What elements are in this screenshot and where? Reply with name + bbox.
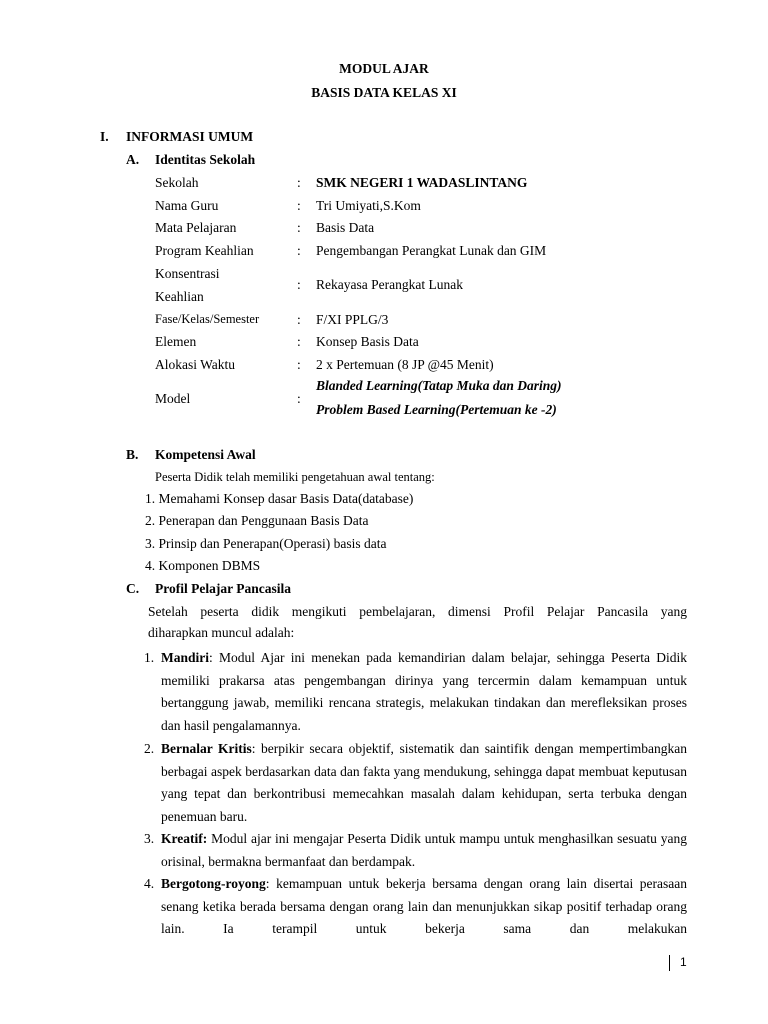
identity-colon: : <box>297 334 301 349</box>
profile-item-title: Bernalar Kritis <box>161 741 252 756</box>
identity-label: Nama Guru <box>155 198 219 213</box>
identity-value-phase: F/XI PPLG/3 <box>316 312 389 327</box>
page-number-divider <box>669 955 670 971</box>
identity-label: Sekolah <box>155 175 199 190</box>
profile-item <box>161 647 687 737</box>
profile-item-text: : Modul Ajar ini menekan pada kemandirian dalam belajar, sehingga Peserta Didik memiliki prakarsa atas pengembangan dirinya yang tercermin dalam kemampuan untuk bertanggung jawab, memiliki rencana strategis, melakukan tindakan dan merefleksikan proses dan hasil pengalamannya. <box>161 650 687 733</box>
profile-item-text: : kemampuan untuk bekerja bersama dengan orang lain disertai perasaan senang ketika berada bersama dengan orang lain dan menunjukkan sikap positif terhadap orang lain. Ia terampil untuk bekerja sama dan melakukan <box>161 876 687 937</box>
profile-item <box>161 873 687 941</box>
identity-colon: : <box>297 198 301 213</box>
profile-item-number: 1. <box>144 650 155 665</box>
profile-item-title: Kreatif: <box>161 831 208 846</box>
identity-colon: : <box>297 243 301 258</box>
identity-label-cont: Keahlian <box>155 289 204 304</box>
identity-label: Mata Pelajaran <box>155 220 237 235</box>
subsection-heading-b: Kompetensi Awal <box>155 447 256 462</box>
page-number: 1 <box>680 955 687 969</box>
subsection-heading-c: Profil Pelajar Pancasila <box>155 581 291 596</box>
identity-label: Model <box>155 391 191 406</box>
identity-label: Alokasi Waktu <box>155 357 236 372</box>
competence-intro: Peserta Didik telah memiliki pengetahuan awal tentang: <box>155 470 435 484</box>
profile-item-number: 3. <box>144 831 155 846</box>
section-heading: INFORMASI UMUM <box>126 129 254 144</box>
identity-label: Program Keahlian <box>155 243 254 258</box>
identity-colon: : <box>297 357 301 372</box>
list-item: 4. Komponen DBMS <box>145 558 261 573</box>
subsection-letter-c: C. <box>126 581 140 596</box>
list-item: 3. Prinsip dan Penerapan(Operasi) basis data <box>145 536 387 551</box>
document-title: MODUL AJAR <box>339 61 429 76</box>
identity-colon: : <box>297 220 301 235</box>
profile-item <box>161 828 687 873</box>
profile-item-text: Modul ajar ini mengajar Peserta Didik untuk mampu untuk menghasilkan sesuatu yang orisinal, bermakna bermanfaat dan berdampak. <box>161 831 687 869</box>
profile-item-title: Bergotong-royong <box>161 876 266 891</box>
subsection-heading-a: Identitas Sekolah <box>155 152 256 167</box>
profile-item-number: 4. <box>144 876 155 891</box>
identity-colon: : <box>297 312 301 327</box>
profile-intro-line1: Setelah peserta didik mengikuti pembelajaran, dimensi Profil Pelajar Pancasila yang <box>148 604 687 619</box>
subsection-letter-a: A. <box>126 152 140 167</box>
section-number: I. <box>100 129 109 144</box>
profile-item-title: Mandiri <box>161 650 210 665</box>
subsection-letter-b: B. <box>126 447 139 462</box>
identity-value-model-2: Problem Based Learning(Pertemuan ke -2) <box>316 402 557 417</box>
identity-value-element: Konsep Basis Data <box>316 334 419 349</box>
document-subtitle: BASIS DATA KELAS XI <box>311 85 457 100</box>
identity-value-subject: Basis Data <box>316 220 375 235</box>
list-item: 2. Penerapan dan Penggunaan Basis Data <box>145 513 369 528</box>
profile-item-number: 2. <box>144 741 155 756</box>
list-item: 1. Memahami Konsep dasar Basis Data(database) <box>145 491 414 506</box>
identity-colon: : <box>297 175 301 190</box>
identity-label: Elemen <box>155 334 197 349</box>
identity-label: Fase/Kelas/Semester <box>155 312 260 326</box>
identity-value-school: SMK NEGERI 1 WADASLINTANG <box>316 175 528 190</box>
identity-value-time: 2 x Pertemuan (8 JP @45 Menit) <box>316 357 494 372</box>
identity-colon: : <box>297 277 301 292</box>
profile-intro-line2: diharapkan muncul adalah: <box>148 625 295 640</box>
profile-item <box>161 738 687 828</box>
identity-value-model: Blanded Learning(Tatap Muka dan Daring) <box>316 378 562 393</box>
identity-label: Konsentrasi <box>155 266 220 281</box>
identity-value-concentration: Rekayasa Perangkat Lunak <box>316 277 463 292</box>
identity-colon: : <box>297 391 301 406</box>
identity-value-program: Pengembangan Perangkat Lunak dan GIM <box>316 243 547 258</box>
identity-value-teacher: Tri Umiyati,S.Kom <box>316 198 421 213</box>
profile-item-text: : berpikir secara objektif, sistematik dan saintifik dengan mempertimbangkan berbagai aspek berdasarkan data dan fakta yang mendukung, sehingga dapat membuat keputusan yang tepat dan berkontribusi memecahkan masalah dalam kehidupan, serta terbuka dengan penemuan baru. <box>161 741 688 824</box>
